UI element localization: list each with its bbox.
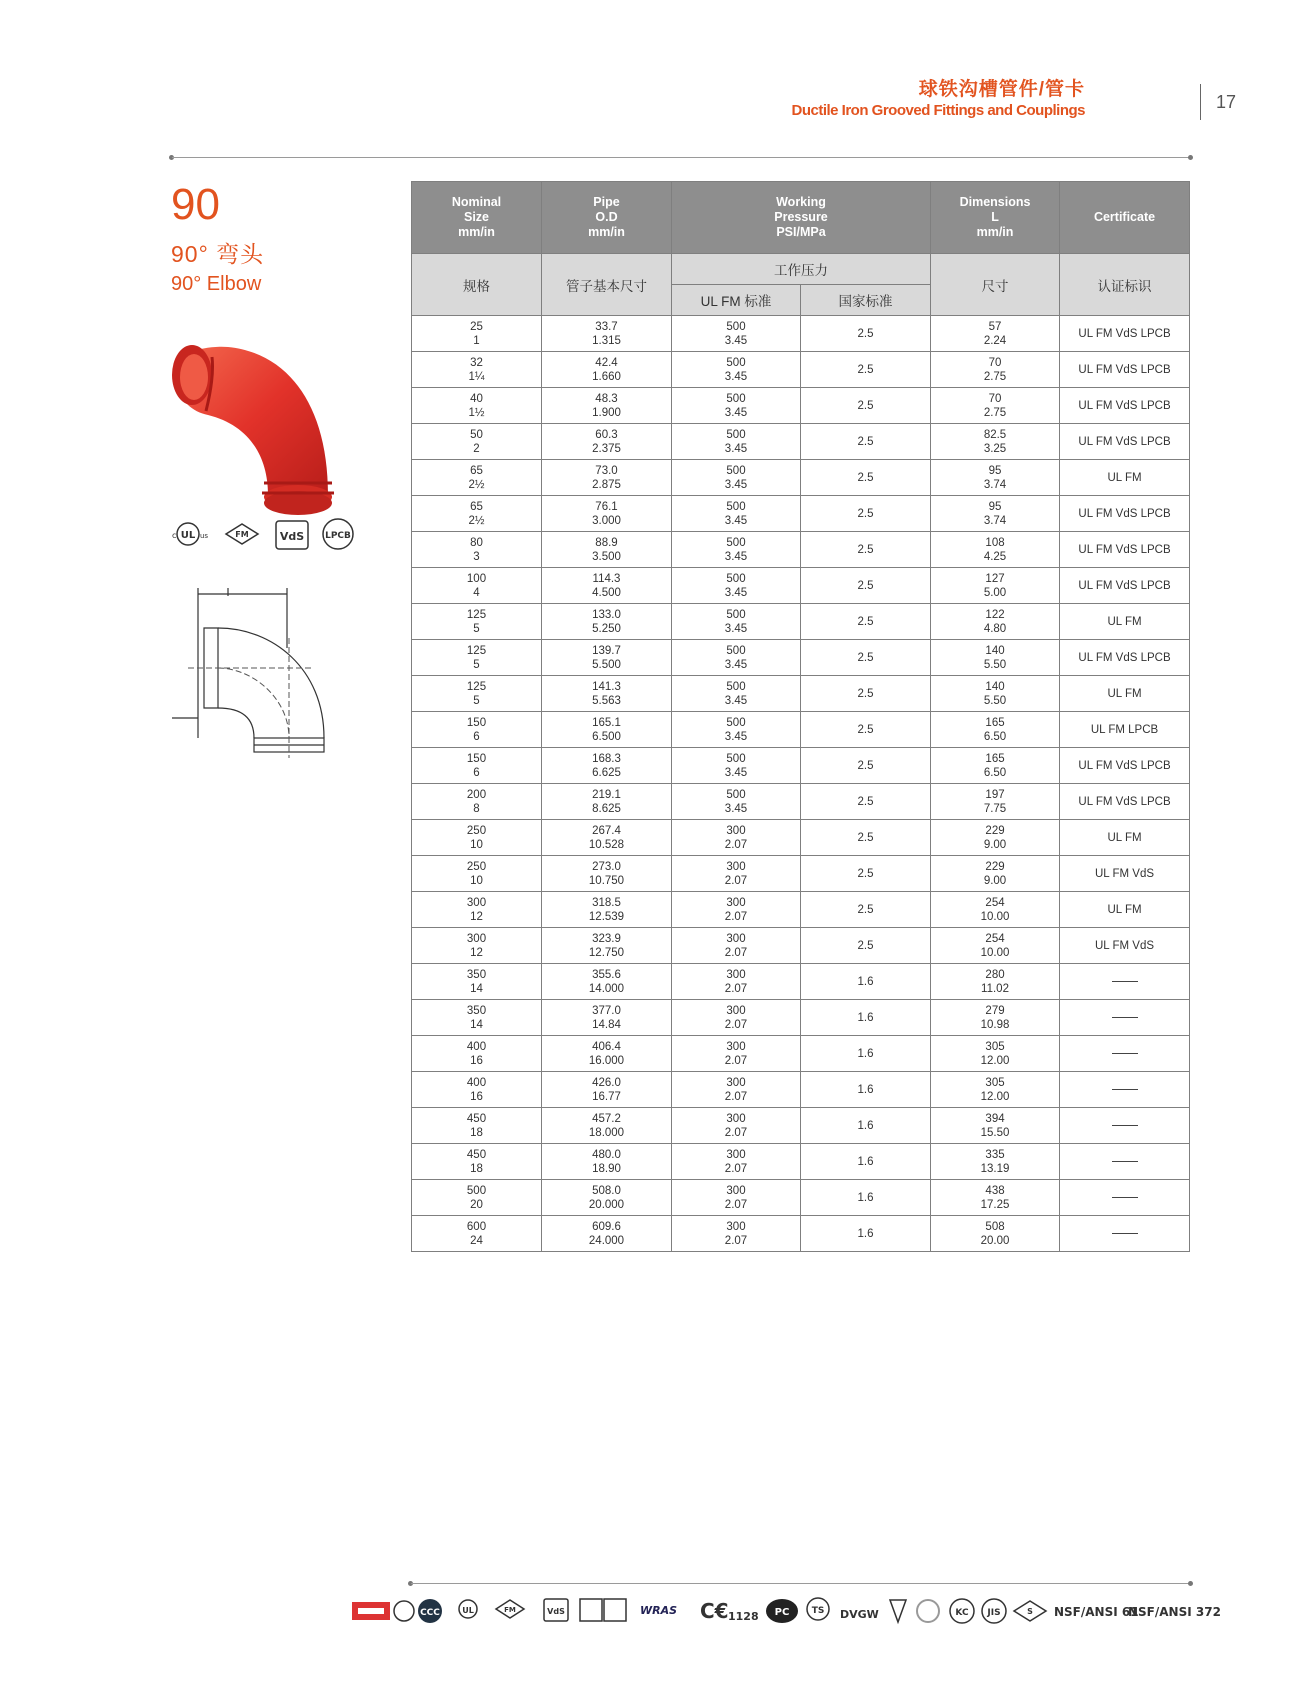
table-row [412, 1072, 1190, 1108]
cell-certificate: UL FM VdS LPCB [1060, 496, 1190, 532]
cell-national-pressure: 2.5 [801, 460, 931, 496]
cell-nominal-size: 125 5 [412, 676, 542, 712]
cell-national-pressure: 1.6 [801, 1180, 931, 1216]
cell-national-pressure: 2.5 [801, 928, 931, 964]
cell-dimension-l: 165 6.50 [931, 748, 1060, 784]
empty-dash [1112, 1089, 1138, 1090]
cell-national-pressure: 1.6 [801, 964, 931, 1000]
table-row [412, 460, 1190, 496]
empty-dash [1112, 1161, 1138, 1162]
cell-dimension-l: 108 4.25 [931, 532, 1060, 568]
cell-national-pressure: 2.5 [801, 640, 931, 676]
cell-pipe-od: 219.1 8.625 [542, 784, 672, 820]
cell-ul-fm-pressure: 500 3.45 [672, 676, 801, 712]
cell-national-pressure: 2.5 [801, 820, 931, 856]
ul-listed-logo [172, 523, 208, 545]
cell-dimension-l: 165 6.50 [931, 712, 1060, 748]
cell-ul-fm-pressure: 500 3.45 [672, 712, 801, 748]
table-row [412, 1000, 1190, 1036]
cell-pipe-od: 406.4 16.000 [542, 1036, 672, 1072]
table-row [412, 424, 1190, 460]
top-rule-dot-right [1188, 155, 1193, 160]
cell-nominal-size: 50 2 [412, 424, 542, 460]
cell-dimension-l: 254 10.00 [931, 892, 1060, 928]
cell-national-pressure: 2.5 [801, 496, 931, 532]
table-row [412, 676, 1190, 712]
cell-dimension-l: 127 5.00 [931, 568, 1060, 604]
cell-dimension-l: 229 9.00 [931, 856, 1060, 892]
cell-ul-fm-pressure: 500 3.45 [672, 352, 801, 388]
cell-ul-fm-pressure: 500 3.45 [672, 388, 801, 424]
nsf-61-label: NSF/ANSI 61 [1054, 1605, 1139, 1619]
cell-national-pressure: 1.6 [801, 1000, 931, 1036]
cell-national-pressure: 2.5 [801, 568, 931, 604]
spec-table-body [412, 316, 1190, 1252]
cell-dimension-l: 197 7.75 [931, 784, 1060, 820]
cell-nominal-size: 300 12 [412, 892, 542, 928]
cell-national-pressure: 2.5 [801, 892, 931, 928]
cell-pipe-od: 457.2 18.000 [542, 1108, 672, 1144]
cell-dimension-l: 95 3.74 [931, 460, 1060, 496]
header-divider [1200, 84, 1201, 120]
cell-dimension-l: 70 2.75 [931, 352, 1060, 388]
certification-logos [166, 518, 376, 562]
cell-ul-fm-pressure: 300 2.07 [672, 928, 801, 964]
cell-national-pressure: 2.5 [801, 676, 931, 712]
cell-certificate: UL FM LPCB [1060, 712, 1190, 748]
table-row [412, 604, 1190, 640]
table-row [412, 532, 1190, 568]
table-row [412, 748, 1190, 784]
cell-ul-fm-pressure: 300 2.07 [672, 1072, 801, 1108]
cell-nominal-size: 600 24 [412, 1216, 542, 1252]
table-row [412, 964, 1190, 1000]
cell-pipe-od: 42.4 1.660 [542, 352, 672, 388]
cell-certificate: UL FM VdS LPCB [1060, 568, 1190, 604]
cell-dimension-l: 335 13.19 [931, 1144, 1060, 1180]
cell-nominal-size: 450 18 [412, 1144, 542, 1180]
cell-dimension-l: 82.5 3.25 [931, 424, 1060, 460]
cell-pipe-od: 33.7 1.315 [542, 316, 672, 352]
cell-pipe-od: 609.6 24.000 [542, 1216, 672, 1252]
svg-text:VdS: VdS [547, 1607, 565, 1616]
svg-text:DVGW: DVGW [840, 1608, 879, 1621]
cell-national-pressure: 2.5 [801, 532, 931, 568]
cell-nominal-size: 500 20 [412, 1180, 542, 1216]
empty-dash [1112, 1017, 1138, 1018]
cell-nominal-size: 400 16 [412, 1036, 542, 1072]
svg-text:KC: KC [955, 1608, 969, 1618]
cell-nominal-size: 32 1¼ [412, 352, 542, 388]
svg-text:TS: TS [811, 1606, 825, 1616]
cell-nominal-size: 300 12 [412, 928, 542, 964]
cell-pipe-od: 480.0 18.90 [542, 1144, 672, 1180]
cell-pipe-od: 114.3 4.500 [542, 568, 672, 604]
cell-dimension-l: 70 2.75 [931, 388, 1060, 424]
th-nominal-size: Nominal Size mm/in [412, 182, 542, 254]
page-number: 17 [1216, 92, 1237, 112]
th-pipe-od: Pipe O.D mm/in [542, 182, 672, 254]
svg-text:PC: PC [774, 1607, 790, 1618]
cell-dimension-l: 305 12.00 [931, 1072, 1060, 1108]
svg-text:UL: UL [462, 1606, 474, 1615]
table-row [412, 820, 1190, 856]
table-row [412, 316, 1190, 352]
ce-number: 1128 [728, 1610, 759, 1623]
bottom-rule-dot-right [1188, 1581, 1193, 1586]
table-row [412, 496, 1190, 532]
cell-ul-fm-pressure: 500 3.45 [672, 604, 801, 640]
cell-dimension-l: 438 17.25 [931, 1180, 1060, 1216]
cell-certificate [1060, 1216, 1190, 1252]
cell-nominal-size: 25 1 [412, 316, 542, 352]
cell-nominal-size: 150 6 [412, 748, 542, 784]
svg-text:FM: FM [235, 530, 249, 539]
th-dimensions: Dimensions L mm/in [931, 182, 1060, 254]
cell-pipe-od: 48.3 1.900 [542, 388, 672, 424]
svg-text:JIS: JIS [987, 1608, 1001, 1618]
cell-nominal-size: 400 16 [412, 1072, 542, 1108]
vds-logo [276, 521, 308, 549]
cell-nominal-size: 125 5 [412, 604, 542, 640]
footer-certification-logos [350, 1594, 1221, 1628]
empty-dash [1112, 981, 1138, 982]
cell-nominal-size: 350 14 [412, 1000, 542, 1036]
th-cn-pipe: 管子基本尺寸 [542, 254, 672, 316]
cell-nominal-size: 450 18 [412, 1108, 542, 1144]
cell-ul-fm-pressure: 300 2.07 [672, 892, 801, 928]
cell-certificate: UL FM VdS LPCB [1060, 784, 1190, 820]
cell-pipe-od: 60.3 2.375 [542, 424, 672, 460]
cell-pipe-od: 165.1 6.500 [542, 712, 672, 748]
th-certificate: Certificate [1060, 182, 1190, 254]
cell-ul-fm-pressure: 300 2.07 [672, 820, 801, 856]
table-row [412, 568, 1190, 604]
fm-approved-logo [226, 524, 258, 544]
top-rule [172, 157, 1190, 158]
cell-national-pressure: 1.6 [801, 1108, 931, 1144]
table-row [412, 352, 1190, 388]
cell-national-pressure: 2.5 [801, 352, 931, 388]
table-row [412, 1108, 1190, 1144]
cell-nominal-size: 250 10 [412, 820, 542, 856]
cell-national-pressure: 2.5 [801, 856, 931, 892]
table-row [412, 1144, 1190, 1180]
svg-text:UL: UL [180, 530, 196, 541]
th-working-pressure: Working Pressure PSI/MPa [672, 182, 931, 254]
cell-pipe-od: 88.9 3.500 [542, 532, 672, 568]
cell-certificate [1060, 1036, 1190, 1072]
svg-text:VdS: VdS [279, 530, 305, 543]
cell-national-pressure: 1.6 [801, 1072, 931, 1108]
cell-pipe-od: 273.0 10.750 [542, 856, 672, 892]
cell-dimension-l: 394 15.50 [931, 1108, 1060, 1144]
empty-dash [1112, 1197, 1138, 1198]
th-cn-dimensions: 尺寸 [931, 254, 1060, 316]
cell-nominal-size: 200 8 [412, 784, 542, 820]
cell-national-pressure: 1.6 [801, 1144, 931, 1180]
svg-text:FM: FM [504, 1606, 516, 1614]
cell-certificate: UL FM VdS LPCB [1060, 532, 1190, 568]
cell-certificate [1060, 1000, 1190, 1036]
cell-dimension-l: 305 12.00 [931, 1036, 1060, 1072]
table-row [412, 892, 1190, 928]
th-cn-working: 工作压力 [672, 254, 931, 285]
cell-ul-fm-pressure: 500 3.45 [672, 568, 801, 604]
cell-pipe-od: 76.1 3.000 [542, 496, 672, 532]
cell-pipe-od: 426.0 16.77 [542, 1072, 672, 1108]
cell-dimension-l: 122 4.80 [931, 604, 1060, 640]
table-row [412, 1216, 1190, 1252]
cell-ul-fm-pressure: 500 3.45 [672, 784, 801, 820]
spec-table [411, 181, 1190, 1252]
table-row [412, 388, 1190, 424]
cell-certificate: UL FM VdS [1060, 928, 1190, 964]
cell-ul-fm-pressure: 300 2.07 [672, 1216, 801, 1252]
cell-certificate: UL FM [1060, 460, 1190, 496]
cell-pipe-od: 141.3 5.563 [542, 676, 672, 712]
cell-national-pressure: 2.5 [801, 316, 931, 352]
cell-dimension-l: 140 5.50 [931, 640, 1060, 676]
cell-dimension-l: 254 10.00 [931, 928, 1060, 964]
bottom-rule [411, 1583, 1189, 1584]
svg-text:CCC: CCC [420, 1608, 440, 1618]
cell-pipe-od: 73.0 2.875 [542, 460, 672, 496]
cell-national-pressure: 2.5 [801, 784, 931, 820]
cell-certificate: UL FM VdS [1060, 856, 1190, 892]
cell-certificate [1060, 1144, 1190, 1180]
table-row [412, 712, 1190, 748]
cell-pipe-od: 355.6 14.000 [542, 964, 672, 1000]
cell-pipe-od: 377.0 14.84 [542, 1000, 672, 1036]
empty-dash [1112, 1125, 1138, 1126]
cell-certificate: UL FM VdS LPCB [1060, 388, 1190, 424]
cell-dimension-l: 279 10.98 [931, 1000, 1060, 1036]
table-row [412, 784, 1190, 820]
nsf-372-label: NSF/ANSI 372 [1128, 1605, 1221, 1619]
cell-certificate [1060, 1072, 1190, 1108]
header-title-en: Ductile Iron Grooved Fittings and Couplings [791, 102, 1085, 119]
cell-ul-fm-pressure: 500 3.45 [672, 424, 801, 460]
table-row [412, 856, 1190, 892]
table-header-en [412, 182, 1190, 254]
cell-ul-fm-pressure: 300 2.07 [672, 856, 801, 892]
cell-ul-fm-pressure: 300 2.07 [672, 1000, 801, 1036]
cell-pipe-od: 139.7 5.500 [542, 640, 672, 676]
svg-text:WRAS: WRAS [640, 1604, 678, 1617]
elbow-technical-drawing [162, 588, 340, 768]
th-cn-certificate: 认证标识 [1060, 254, 1190, 316]
cell-pipe-od: 168.3 6.625 [542, 748, 672, 784]
cell-national-pressure: 1.6 [801, 1216, 931, 1252]
cell-certificate [1060, 964, 1190, 1000]
product-name-en: 90° Elbow [171, 273, 262, 295]
cell-ul-fm-pressure: 500 3.45 [672, 316, 801, 352]
cell-ul-fm-pressure: 500 3.45 [672, 748, 801, 784]
cell-ul-fm-pressure: 300 2.07 [672, 1180, 801, 1216]
cell-certificate: UL FM VdS LPCB [1060, 424, 1190, 460]
cell-certificate [1060, 1108, 1190, 1144]
cell-pipe-od: 133.0 5.250 [542, 604, 672, 640]
th-cn-nominal: 规格 [412, 254, 542, 316]
empty-dash [1112, 1233, 1138, 1234]
cell-national-pressure: 2.5 [801, 424, 931, 460]
cell-certificate: UL FM VdS LPCB [1060, 748, 1190, 784]
cell-dimension-l: 280 11.02 [931, 964, 1060, 1000]
svg-text:LPCB: LPCB [325, 531, 351, 541]
cell-pipe-od: 508.0 20.000 [542, 1180, 672, 1216]
cell-national-pressure: 2.5 [801, 388, 931, 424]
table-header-cn-1 [412, 254, 1190, 285]
cell-pipe-od: 318.5 12.539 [542, 892, 672, 928]
table-row [412, 928, 1190, 964]
cell-certificate: UL FM [1060, 820, 1190, 856]
header-title-cn: 球铁沟槽管件/管卡 [918, 79, 1085, 100]
th-cn-national: 国家标准 [801, 285, 931, 316]
cell-certificate: UL FM [1060, 892, 1190, 928]
svg-text:S: S [1027, 1607, 1033, 1616]
cell-ul-fm-pressure: 300 2.07 [672, 1144, 801, 1180]
cell-certificate: UL FM VdS LPCB [1060, 640, 1190, 676]
cell-certificate: UL FM [1060, 604, 1190, 640]
cell-ul-fm-pressure: 500 3.45 [672, 496, 801, 532]
cell-ul-fm-pressure: 300 2.07 [672, 1036, 801, 1072]
cell-pipe-od: 267.4 10.528 [542, 820, 672, 856]
cell-certificate [1060, 1180, 1190, 1216]
cell-certificate: UL FM VdS LPCB [1060, 316, 1190, 352]
cell-ul-fm-pressure: 500 3.45 [672, 460, 801, 496]
cell-national-pressure: 2.5 [801, 748, 931, 784]
cell-nominal-size: 80 3 [412, 532, 542, 568]
cell-nominal-size: 100 4 [412, 568, 542, 604]
cell-nominal-size: 65 2½ [412, 460, 542, 496]
cell-nominal-size: 150 6 [412, 712, 542, 748]
cell-nominal-size: 250 10 [412, 856, 542, 892]
table-row [412, 640, 1190, 676]
cell-nominal-size: 65 2½ [412, 496, 542, 532]
cell-dimension-l: 508 20.00 [931, 1216, 1060, 1252]
lpcb-logo [323, 519, 353, 549]
svg-text:us: us [200, 532, 209, 540]
svg-text:c: c [172, 531, 177, 540]
cell-national-pressure: 1.6 [801, 1036, 931, 1072]
svg-text:C€: C€ [700, 1599, 729, 1623]
elbow-photo [168, 345, 338, 525]
cell-dimension-l: 95 3.74 [931, 496, 1060, 532]
empty-dash [1112, 1053, 1138, 1054]
cell-dimension-l: 140 5.50 [931, 676, 1060, 712]
product-name-cn: 90° 弯头 [171, 241, 265, 267]
cell-ul-fm-pressure: 500 3.45 [672, 640, 801, 676]
cell-nominal-size: 40 1½ [412, 388, 542, 424]
table-row [412, 1036, 1190, 1072]
cell-dimension-l: 57 2.24 [931, 316, 1060, 352]
cell-nominal-size: 350 14 [412, 964, 542, 1000]
cell-national-pressure: 2.5 [801, 604, 931, 640]
product-code: 90 [171, 180, 220, 229]
cell-nominal-size: 125 5 [412, 640, 542, 676]
cell-national-pressure: 2.5 [801, 712, 931, 748]
cell-ul-fm-pressure: 500 3.45 [672, 532, 801, 568]
table-row [412, 1180, 1190, 1216]
cell-dimension-l: 229 9.00 [931, 820, 1060, 856]
cell-ul-fm-pressure: 300 2.07 [672, 964, 801, 1000]
cell-certificate: UL FM VdS LPCB [1060, 352, 1190, 388]
th-cn-ul-fm: UL FM 标准 [672, 285, 801, 316]
cell-certificate: UL FM [1060, 676, 1190, 712]
cell-pipe-od: 323.9 12.750 [542, 928, 672, 964]
cell-ul-fm-pressure: 300 2.07 [672, 1108, 801, 1144]
